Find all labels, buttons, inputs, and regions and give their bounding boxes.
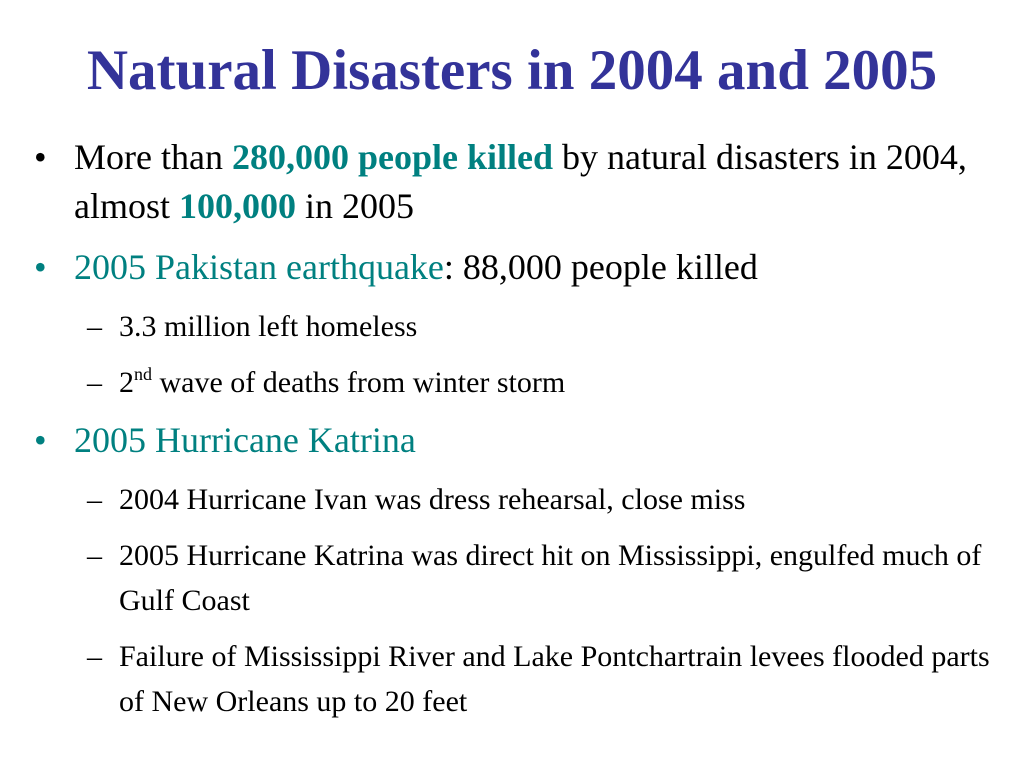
dash-marker: – bbox=[87, 366, 102, 399]
bullet-marker: • bbox=[34, 420, 47, 460]
bullet-deaths-summary bbox=[30, 133, 990, 231]
sub-bullet-katrina-hit bbox=[30, 533, 990, 623]
sub-bullet-homeless bbox=[30, 304, 990, 349]
ordinal-suffix: nd bbox=[134, 364, 152, 384]
bullet-label: 2005 Hurricane Katrina bbox=[74, 420, 416, 460]
sub-bullet-text: 2005 Hurricane Katrina was direct hit on Mississippi, engulfed much of Gulf Coast bbox=[119, 539, 982, 617]
highlight-deaths-2005: 100,000 bbox=[179, 186, 296, 226]
sub-bullet-ivan bbox=[30, 477, 990, 522]
dash-marker: – bbox=[87, 539, 102, 572]
sub-bullet-text: 3.3 million left homeless bbox=[119, 310, 418, 343]
bullet-label: 2005 Pakistan earthquake bbox=[74, 247, 444, 287]
bullet-text: : 88,000 people killed bbox=[443, 247, 758, 287]
sub-bullet-text: 2004 Hurricane Ivan was dress rehearsal, close miss bbox=[119, 483, 746, 516]
bullet-hurricane-katrina bbox=[30, 416, 990, 465]
highlight-deaths-2004: 280,000 people killed bbox=[231, 137, 553, 177]
sub-bullet-text: 2 bbox=[119, 366, 134, 399]
sub-bullet-text: Failure of Mississippi River and Lake Pontchartrain levees flooded parts of New Orleans up to 20 feet bbox=[119, 640, 990, 718]
dash-marker: – bbox=[87, 483, 102, 516]
dash-marker: – bbox=[87, 640, 102, 673]
bullet-text: by natural disasters in 2004, almost bbox=[74, 137, 967, 226]
bullet-text: More than bbox=[74, 137, 232, 177]
sub-bullet-levees bbox=[30, 634, 990, 724]
slide-title: Natural Disasters in 2004 and 2005 bbox=[86, 39, 938, 102]
sub-bullet-text: wave of deaths from winter storm bbox=[152, 366, 566, 399]
bullet-text: in 2005 bbox=[296, 186, 415, 226]
sub-bullet-winter-storm bbox=[30, 360, 990, 405]
dash-marker: – bbox=[87, 310, 102, 343]
bullet-list bbox=[30, 133, 990, 735]
bullet-marker: • bbox=[34, 247, 47, 287]
bullet-pakistan-earthquake bbox=[30, 243, 990, 292]
bullet-marker: • bbox=[34, 137, 47, 177]
